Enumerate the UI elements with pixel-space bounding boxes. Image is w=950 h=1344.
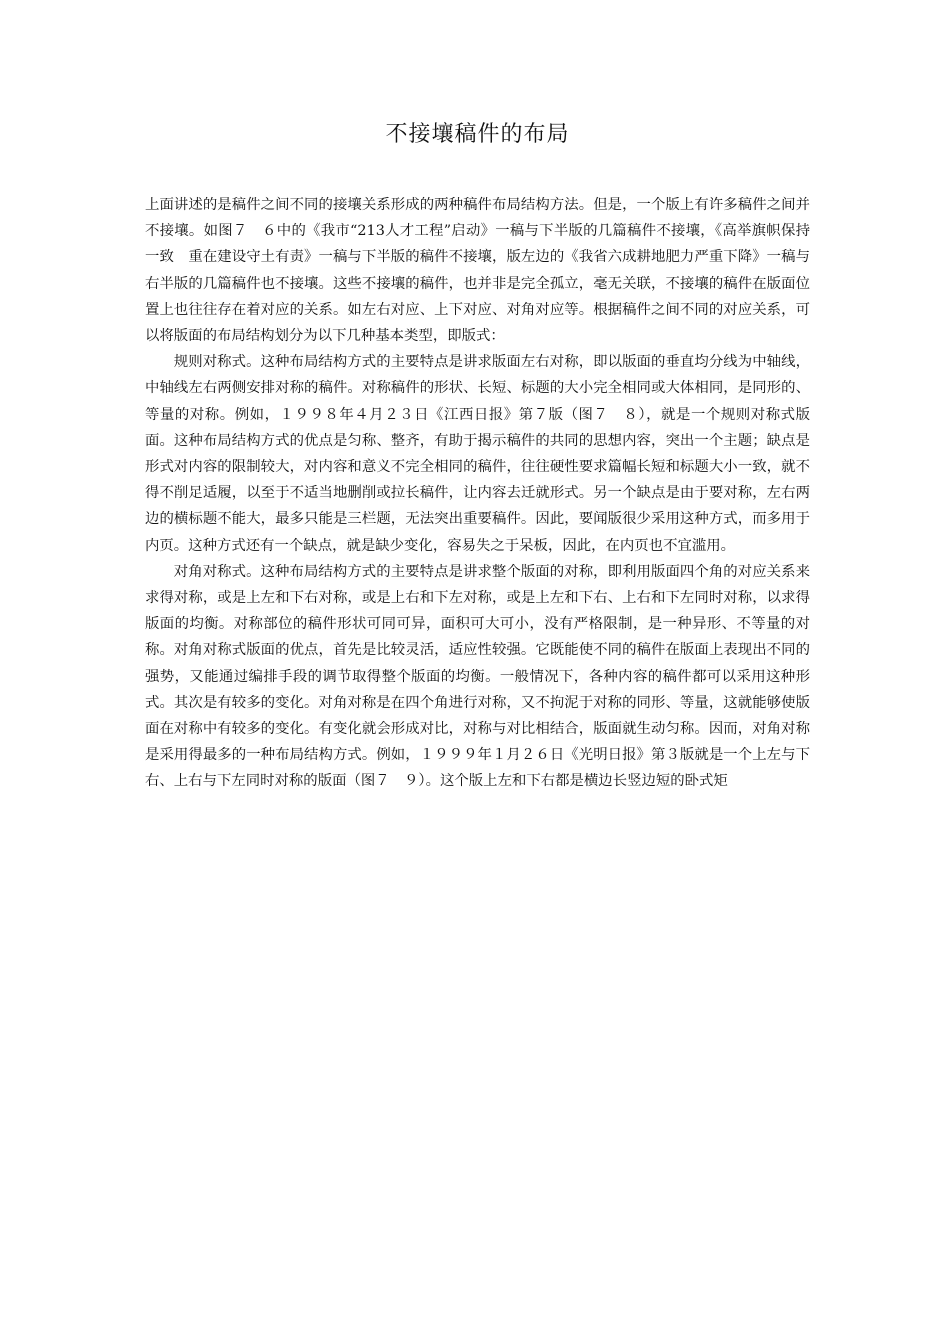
symmetric-layout-paragraph: 规则对称式。这种布局结构方式的主要特点是讲求版面左右对称，即以版面的垂直均分线为中轴线，中轴线左右两侧安排对称的稿件。对称稿件的形状、长短、标题的大小完全相同或大体相同，是同形的、等量的对称。例如，１９９８年４月２３日《江西日报》第７版（图７ ８），就是一个规则对称式版面。这种布局结构方式的优点是匀称、整齐，有助于揭示稿件的共同的思想内容，突出一个主题；缺点是形式对内容的限制较大，对内容和意义不完全相同的稿件，往往硬性要求篇幅长短和标题大小一致，就不得不削足适履，以至于不适当地删削或拉长稿件，让内容去迁就形式。另一个缺点是由于要对称，左右两边的横标题不能大，最多只能是三栏题，无法突出重要稿件。因此，要闻版很少采用这种方式，而多用于内页。这种方式还有一个缺点，就是缺少变化，容易失之于呆板，因此，在内页也不宜滥用。 [145,354,810,554]
document-page [145,118,810,795]
document-title: 不接壤稿件的布局 [385,122,570,147]
intro-paragraph: 上面讲述的是稿件之间不同的接壤关系形成的两种稿件布局结构方法。但是，一个版上有许多稿件之间并不接壤。如图７ ６中的《我市“213人才工程”启动》一稿与下半版的几篇稿件不接壤，《高举旗帜保持一致 重在建设守土有责》一稿与下半版的稿件不接壤，版左边的《我省六成耕地肥力严重下降》一稿与右半版的几篇稿件也不接壤。这些不接壤的稿件，也并非是完全孤立，毫无关联，不接壤的稿件在版面位置上也往往存在着对应的关系。如左右对应、上下对应、对角对应等。根据稿件之间不同的对应关系，可以将版面的布局结构划分为以下几种基本类型，即版式： [145,197,810,345]
diagonal-layout-paragraph: 对角对称式。这种布局结构方式的主要特点是讲求整个版面的对称，即利用版面四个角的对应关系来求得对称，或是上左和下右对称，或是上右和下左对称，或是上左和下右、上右和下左同时对称，以求得版面的均衡。对称部位的稿件形状可同可异，面积可大可小，没有严格限制，是一种异形、不等量的对称。对角对称式版面的优点，首先是比较灵活，适应性较强。它既能使不同的稿件在版面上表现出不同的强势，又能通过编排手段的调节取得整个版面的均衡。一般情况下，各种内容的稿件都可以采用这种形式。其次是有较多的变化。对角对称是在四个角进行对称，又不拘泥于对称的同形、等量，这就能够使版面在对称中有较多的变化。有变化就会形成对比，对称与对比相结合，版面就生动匀称。因而，对角对称是采用得最多的一种布局结构方式。例如，１９９９年１月２６日《光明日报》第３版就是一个上左与下右、上右与下左同时对称的版面（图７ ９）。这个版上左和下右都是横边长竖边短的卧式矩 [145,563,810,790]
